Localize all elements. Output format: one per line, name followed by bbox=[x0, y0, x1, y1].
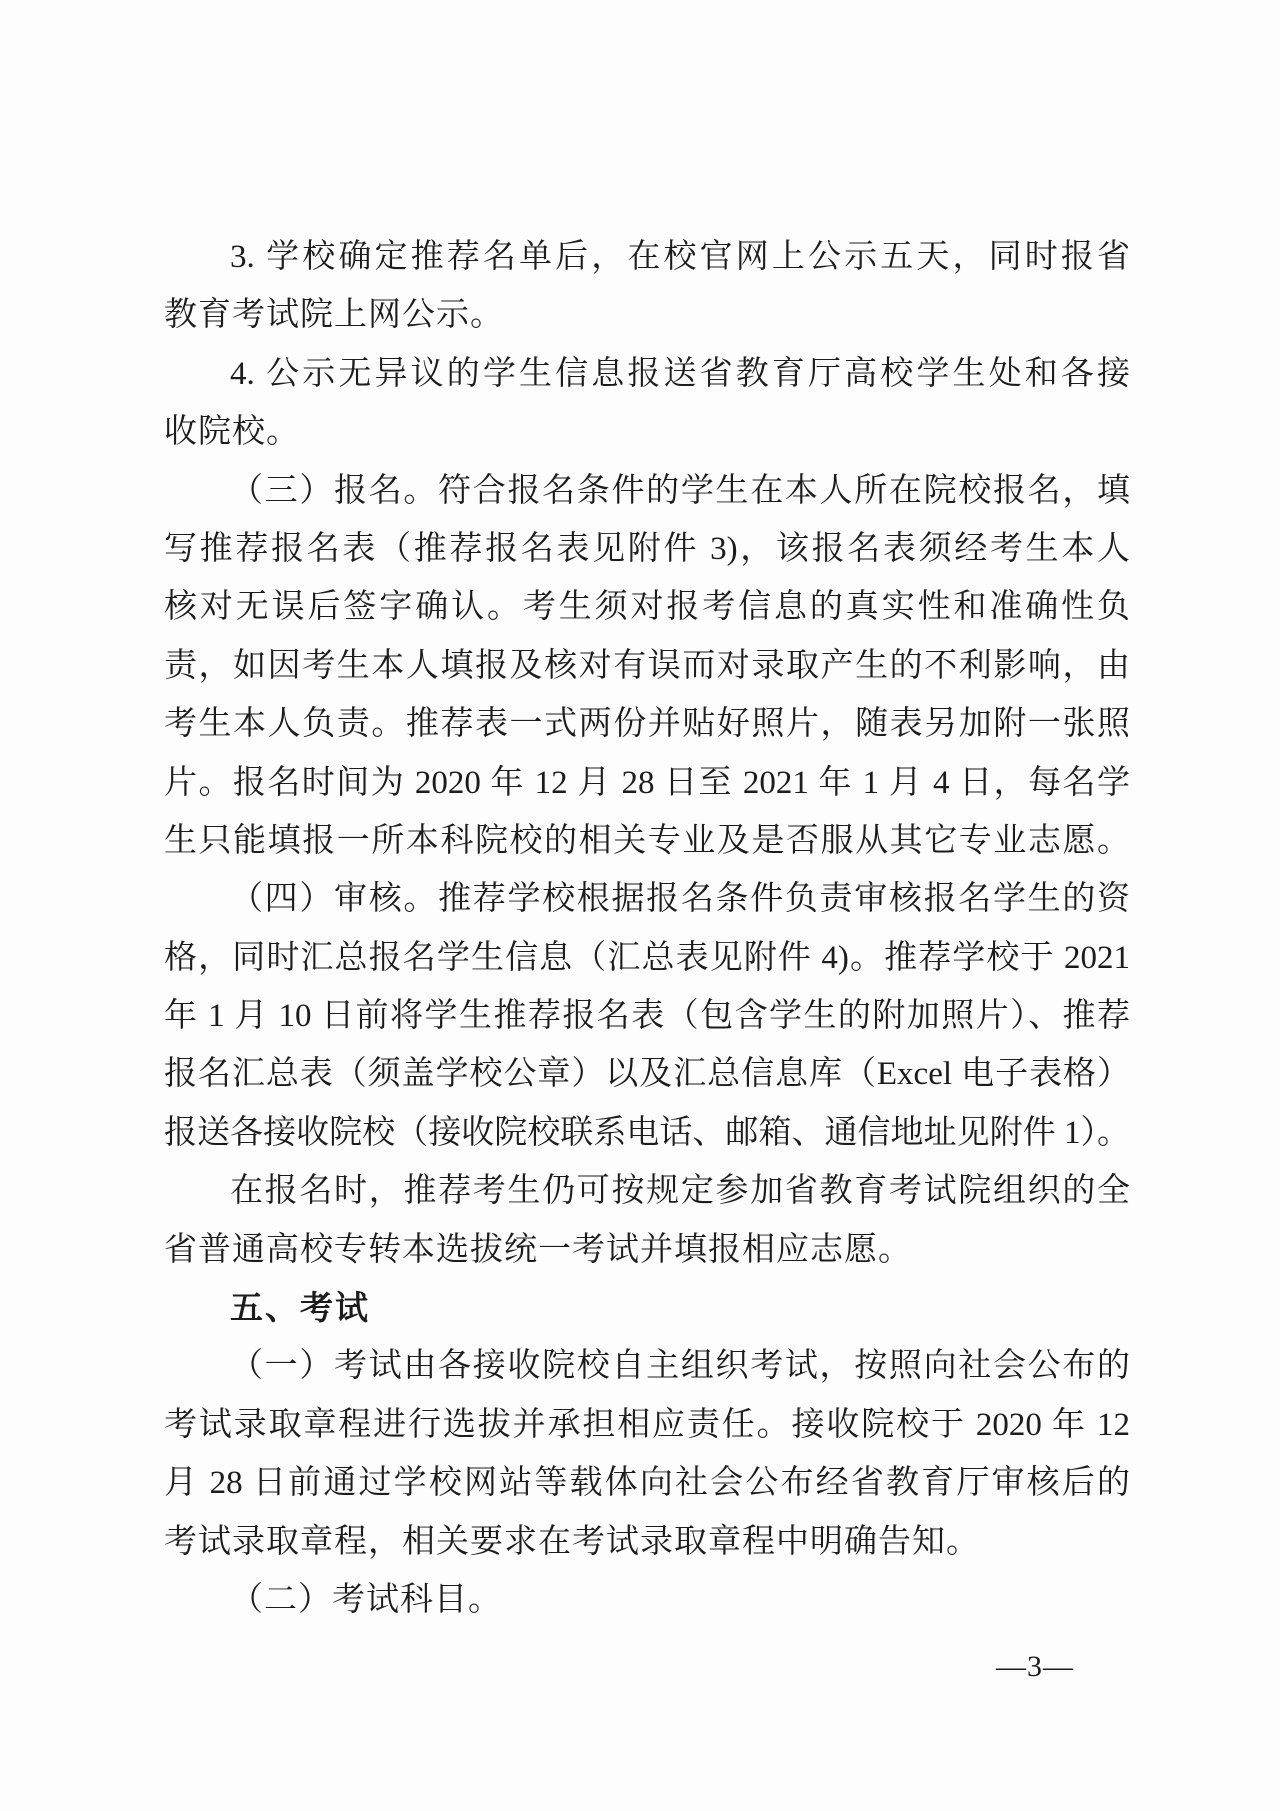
page-number: —3— bbox=[996, 1650, 1074, 1683]
text-line: 收院校。 bbox=[164, 414, 300, 451]
paragraph bbox=[164, 1337, 1130, 1571]
text-line: 教育考试院上网公示。 bbox=[164, 297, 504, 334]
text-line: 4. 公示无异议的学生信息报送省教育厅高校学生处和各接 bbox=[230, 355, 1130, 392]
text-line: 报名汇总表（须盖学校公章）以及汇总信息库（Excel 电子表格） bbox=[164, 1056, 1130, 1093]
text-line: 生只能填报一所本科院校的相关专业及是否服从其它专业志愿。 bbox=[164, 822, 1130, 859]
text-line: （四）审核。推荐学校根据报名条件负责审核报名学生的资 bbox=[230, 881, 1130, 918]
paragraph bbox=[164, 462, 1130, 871]
text-line: （一）考试由各接收院校自主组织考试，按照向社会公布的 bbox=[230, 1348, 1130, 1385]
text-line: 考试录取章程，相关要求在考试录取章程中明确告知。 bbox=[164, 1523, 980, 1560]
text-line: 月 28 日前通过学校网站等载体向社会公布经省教育厅审核后的 bbox=[164, 1465, 1130, 1502]
paragraph bbox=[164, 1162, 1130, 1279]
text-line: 省普通高校专转本选拔统一考试并填报相应志愿。 bbox=[164, 1231, 912, 1268]
paragraph bbox=[164, 1279, 1130, 1337]
text-line: 在报名时，推荐考生仍可按规定参加省教育考试院组织的全 bbox=[230, 1173, 1130, 1210]
paragraph bbox=[164, 228, 1130, 345]
text-line: 责，如因考生本人填报及核对有误而对录取产生的不利影响，由 bbox=[164, 647, 1130, 684]
text-line: （三）报名。符合报名条件的学生在本人所在院校报名，填 bbox=[230, 472, 1130, 509]
text-line: 年 1 月 10 日前将学生推荐报名表（包含学生的附加照片）、推荐 bbox=[164, 998, 1130, 1035]
text-line: （二）考试科目。 bbox=[230, 1581, 502, 1618]
text-line: 写推荐报名表（推荐报名表见附件 3)，该报名表须经考生本人 bbox=[164, 530, 1130, 567]
section-heading: 五、考试 bbox=[230, 1289, 370, 1327]
text-line: 格，同时汇总报名学生信息（汇总表见附件 4)。推荐学校于 2021 bbox=[164, 939, 1130, 976]
text-line: 报送各接收院校（接收院校联系电话、邮箱、通信地址见附件 1）。 bbox=[164, 1114, 1130, 1151]
text-line: 3. 学校确定推荐名单后，在校官网上公示五天，同时报省 bbox=[230, 239, 1130, 275]
text-line: 考生本人负责。推荐表一式两份并贴好照片，随表另加附一张照 bbox=[164, 706, 1130, 743]
text-line: 考试录取章程进行选拔并承担相应责任。接收院校于 2020 年 12 bbox=[164, 1406, 1130, 1443]
paragraph bbox=[164, 870, 1130, 1162]
paragraph bbox=[164, 1571, 1130, 1629]
text-line: 核对无误后签字确认。考生须对报考信息的真实性和准确性负 bbox=[164, 589, 1130, 626]
document-body bbox=[164, 228, 1130, 1629]
text-line: 片。报名时间为 2020 年 12 月 28 日至 2021 年 1 月 4 日，每名学 bbox=[164, 764, 1130, 801]
paragraph bbox=[164, 345, 1130, 462]
